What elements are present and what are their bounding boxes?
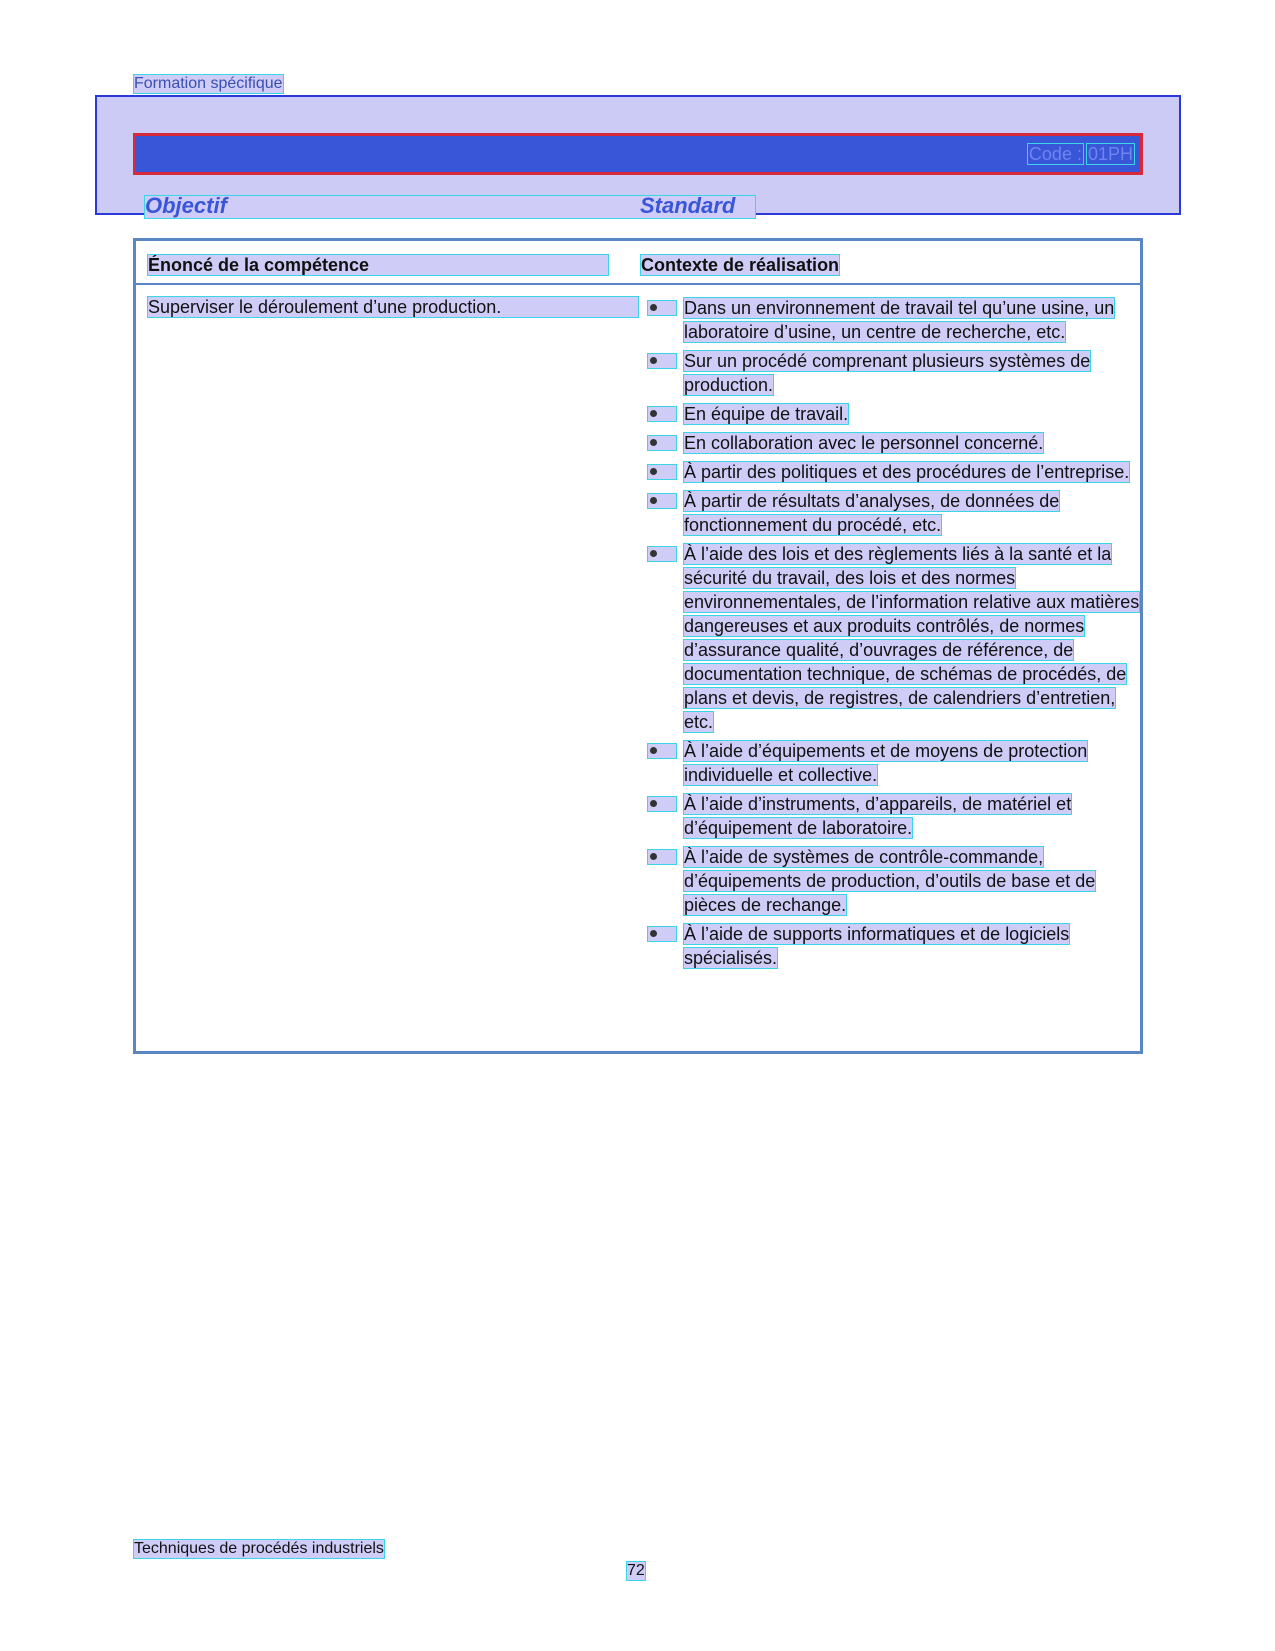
list-item-text: À l’aide d’équipements et de moyens de protection individuelle et collective.	[684, 741, 1088, 785]
list-item	[648, 792, 1148, 840]
bullet-icon	[648, 494, 676, 508]
code-bar	[133, 133, 1143, 175]
list-item	[648, 922, 1148, 970]
document-section-label: Formation spécifique	[134, 75, 283, 92]
list-item-text: Dans un environnement de travail tel qu’une usine, un laboratoire d’usine, un centre de recherche, etc.	[684, 298, 1115, 342]
context-list	[648, 296, 1148, 975]
list-item	[648, 431, 1148, 455]
header-divider	[136, 283, 1140, 285]
competency-statement: Superviser le déroulement d’une production.	[148, 297, 638, 317]
list-item	[648, 489, 1148, 537]
list-item-text: Sur un procédé comprenant plusieurs systèmes de production.	[684, 351, 1091, 395]
list-item-text: À partir des politiques et des procédures de l’entreprise.	[684, 462, 1130, 482]
context-column-header: Contexte de réalisation	[641, 255, 840, 275]
list-item-text: En collaboration avec le personnel concerné.	[684, 433, 1044, 453]
competency-code	[1028, 144, 1134, 164]
statement-column-header: Énoncé de la compétence	[148, 255, 608, 275]
list-item	[648, 739, 1148, 787]
bullet-icon	[648, 850, 676, 864]
page-number: 72	[627, 1562, 645, 1579]
list-item	[648, 845, 1148, 917]
program-name: Techniques de procédés industriels	[134, 1540, 384, 1557]
code-label: Code :	[1028, 144, 1082, 164]
code-value: 01PH	[1087, 144, 1133, 164]
objective-heading: Objectif	[145, 193, 227, 218]
bullet-icon	[648, 354, 676, 368]
list-item-text: À l’aide des lois et des règlements liés à la santé et la sécurité du travail, des lois et des normes environnementales, de l’information relative aux matières dangereuses et aux produits contrôlés, de normes d’assurance qualité, d’ouvrages de référence, de documentation technique, de schémas de procédés, de plans et devis, de registres, de calendriers d’entretien, etc.	[684, 544, 1140, 732]
list-item-text: À l’aide de supports informatiques et de logiciels spécialisés.	[684, 924, 1070, 968]
bullet-icon	[648, 927, 676, 941]
standard-heading: Standard	[640, 193, 736, 218]
list-item	[648, 349, 1148, 397]
list-item	[648, 542, 1148, 734]
list-item-text: En équipe de travail.	[684, 404, 849, 424]
bullet-icon	[648, 744, 676, 758]
list-item-text: À l’aide d’instruments, d’appareils, de matériel et d’équipement de laboratoire.	[684, 794, 1072, 838]
bullet-icon	[648, 436, 676, 450]
competency-table	[133, 238, 1143, 1054]
list-item	[648, 402, 1148, 426]
list-item	[648, 460, 1148, 484]
bullet-icon	[648, 301, 676, 315]
list-item-text: À partir de résultats d’analyses, de données de fonctionnement du procédé, etc.	[684, 491, 1060, 535]
bullet-icon	[648, 465, 676, 479]
bullet-icon	[648, 407, 676, 421]
list-item	[648, 296, 1148, 344]
bullet-icon	[648, 797, 676, 811]
list-item-text: À l’aide de systèmes de contrôle-commande, d’équipements de production, d’outils de base et de pièces de rechange.	[684, 847, 1096, 915]
bullet-icon	[648, 547, 676, 561]
